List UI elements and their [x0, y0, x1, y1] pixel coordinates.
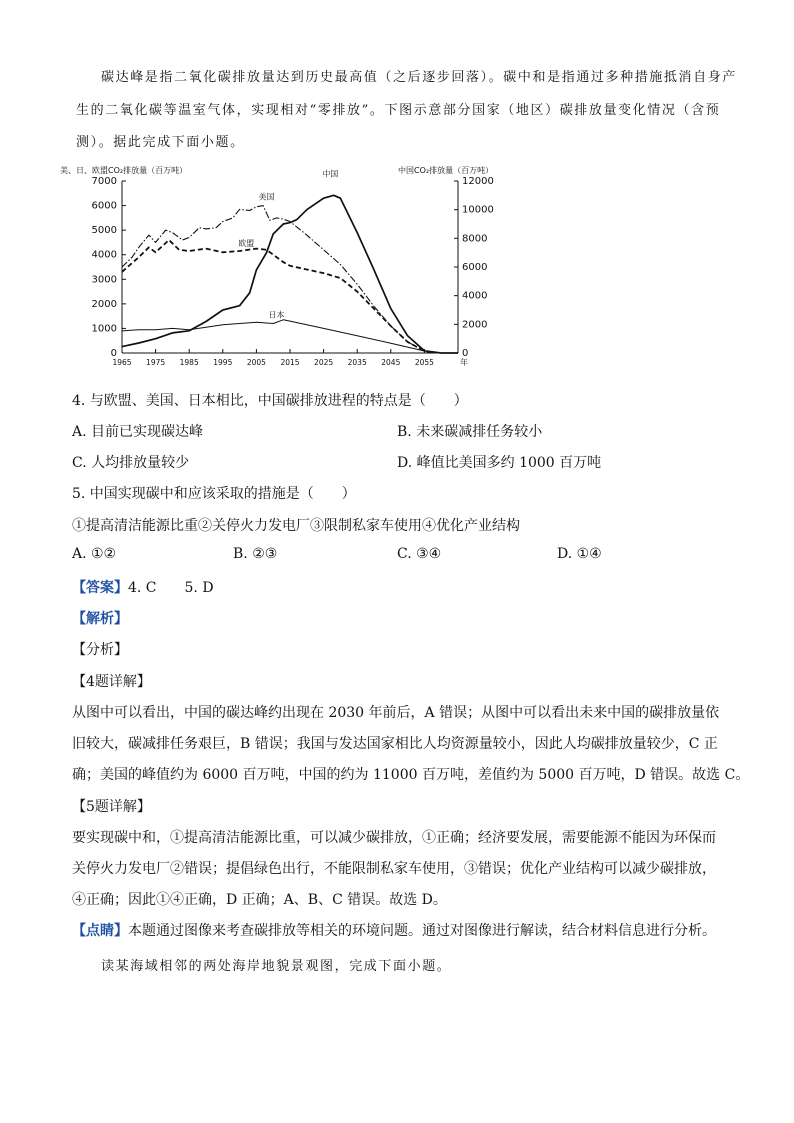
left-tick-label: 2000 [91, 298, 117, 310]
dianjing-tag: 【点睛】 [72, 923, 128, 939]
q5-detail-line-2: 关停火力发电厂②错误；提倡绿色出行，不能限制私家车使用，③错误；优化产业结构可以减少碳排放， [72, 861, 716, 877]
left-axis-title: 美、日、欧盟CO₂排放量（百万吨） [60, 166, 188, 175]
x-tick-label: 2025 [314, 358, 334, 367]
intro-line-1: 碳达峰是指二氧化碳排放量达到历史最高值（之后逐步回落）。碳中和是指通过多种措施抵消自身产 [101, 70, 737, 85]
q4-option-a[interactable]: A. 目前已实现碳达峰 [72, 424, 204, 440]
analysis-tag: 【解析】 [72, 611, 128, 627]
left-tick-label: 6000 [91, 200, 117, 212]
q4-detail-line-2: 旧较大，碳减排任务艰巨，B 错误；我国与发达国家相比人均资源量较小，因此人均碳排放量较少，C 正 [72, 736, 718, 752]
left-tick-label: 4000 [91, 249, 117, 261]
x-tick-label: 1985 [179, 358, 199, 367]
intro-line-3: 测）。据此完成下面小题。 [76, 135, 245, 150]
right-tick-label: 2000 [462, 319, 488, 331]
intro-line-2: 生的二氧化碳等温室气体，实现相对“零排放”。下图示意部分国家（地区）碳排放量变化情况（含预 [76, 103, 721, 118]
q4-option-d[interactable]: D. 峰值比美国多约 1000 百万吨 [397, 455, 602, 471]
x-unit-label: 年 [460, 358, 468, 367]
q4-stem: 4. 与欧盟、美国、日本相比，中国碳排放进程的特点是（ ） [72, 393, 468, 409]
answer-line [72, 577, 214, 597]
q4-option-b[interactable]: B. 未来碳减排任务较小 [397, 424, 543, 440]
left-tick-label: 0 [110, 348, 117, 359]
x-tick-label: 1975 [146, 358, 166, 367]
dianjing-text: 本题通过图像来考查碳排放等相关的环境问题。通过对图像进行解读，结合材料信息进行分析。 [128, 923, 716, 939]
fenxi-tag: 【分析】 [72, 642, 128, 658]
dianjing-line [72, 920, 716, 940]
x-tick-label: 2035 [347, 358, 367, 367]
left-tick-label: 5000 [91, 225, 117, 237]
usa-series-line [122, 206, 435, 353]
x-tick-label: 2055 [414, 358, 434, 367]
q5-detail-line-3: ④正确；因此①④正确，D 正确；A、B、C 错误。故选 D。 [72, 892, 447, 908]
q5-option-b[interactable]: B. ②③ [233, 546, 278, 562]
right-tick-label: 12000 [462, 176, 494, 187]
answer-text: 4. C 5. D [128, 580, 214, 596]
q5-option-d[interactable]: D. ①④ [557, 546, 602, 562]
answer-tag: 【答案】 [72, 580, 128, 596]
q5-option-a[interactable]: A. ①② [72, 546, 117, 562]
right-tick-label: 8000 [462, 233, 488, 245]
x-tick-label: 2045 [381, 358, 401, 367]
usa-series-label: 美国 [258, 192, 275, 202]
japan-series-label: 日本 [268, 310, 285, 320]
right-axis-title: 中国CO₂排放量（百万吨） [398, 166, 494, 175]
left-tick-label: 3000 [91, 274, 117, 286]
q4-detail-line-3: 确；美国的峰值约为 6000 百万吨，中国的约为 11000 百万吨，差值约为 5000 百万吨，D 错误。故选 C。 [72, 767, 750, 783]
x-tick-label: 2005 [246, 358, 266, 367]
eu-series-line [122, 240, 435, 353]
eu-series-label: 欧盟 [238, 239, 255, 249]
right-tick-label: 6000 [462, 262, 488, 273]
left-tick-label: 1000 [91, 323, 117, 335]
q5-option-c[interactable]: C. ③④ [397, 546, 442, 562]
x-tick-label: 2015 [280, 358, 300, 367]
q5-detail-line-1: 要实现碳中和，①提高清洁能源比重，可以减少碳排放，①正确；经济要发展，需要能源不能因为环保而 [72, 830, 716, 846]
q5-measures: ①提高清洁能源比重②关停火力发电厂③限制私家车使用④优化产业结构 [72, 518, 520, 534]
x-tick-label: 1965 [112, 358, 132, 367]
q4-detail-line-1: 从图中可以看出，中国的碳达峰约出现在 2030 年前后，A 错误；从图中可以看出未来中国的碳排放量依 [72, 705, 720, 721]
x-tick-label: 1995 [213, 358, 233, 367]
right-tick-label: 0 [462, 348, 469, 359]
left-tick-label: 7000 [91, 176, 117, 187]
q4-detail-tag: 【4题详解】 [72, 674, 151, 690]
q5-stem: 5. 中国实现碳中和应该采取的措施是（ ） [72, 486, 356, 502]
right-tick-label: 10000 [462, 204, 494, 216]
q5-detail-tag: 【5题详解】 [72, 799, 151, 815]
china-series-label: 中国 [322, 169, 339, 179]
carbon-emission-chart [60, 158, 494, 373]
next-section-intro: 读某海域相邻的两处海岸地貌景观图，完成下面小题。 [101, 959, 452, 974]
q4-option-c[interactable]: C. 人均排放量较少 [72, 455, 190, 471]
right-tick-label: 4000 [462, 290, 488, 302]
china-series-line [122, 195, 458, 353]
